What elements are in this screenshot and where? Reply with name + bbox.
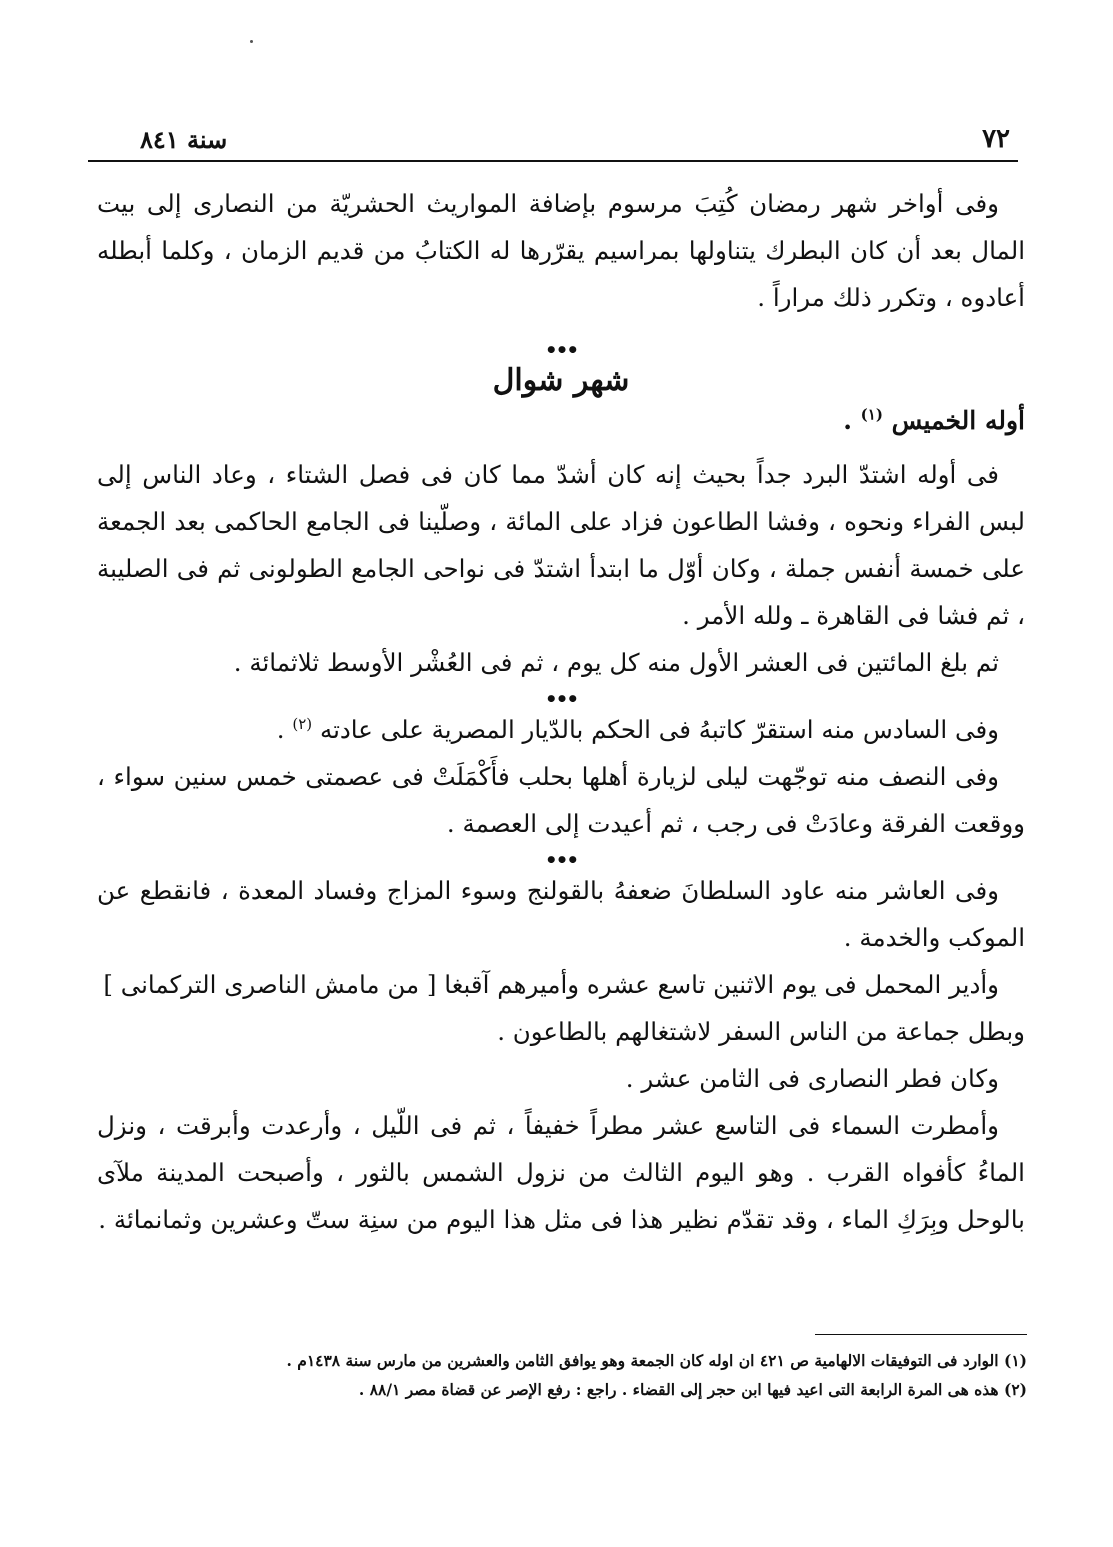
running-title-year: سنة ٨٤١: [140, 125, 228, 154]
page-number: ٧٢: [982, 124, 1010, 154]
scan-speck: [250, 40, 253, 43]
intro-paragraph: وفى أواخر شهر رمضان كُتِبَ مرسوم بإضافة المواريث الحشريّة من النصارى إلى بيت المال بعد أن كان البطرك يتناولها بمراسيم يقرّرها له الكتابُ من قديم الزمان ، وكلما أبطله أعادوه ، وتكرر ذلك مراراً .: [97, 189, 1025, 312]
paragraph-6: وأدير المحمل فى يوم الاثنين تاسع عشره وأميرهم آقبغا [ من مامش الناصرى التركمانى ]: [103, 970, 999, 999]
paragraph-7: وكان فطر النصارى فى الثامن عشر .: [625, 1064, 999, 1093]
day-line: [97, 401, 1025, 441]
paragraph-1: فى أوله اشتدّ البرد جداً بحيث إنه كان أشدّ مما كان فى فصل الشتاء ، وعاد الناس إلى لبس الفراء ونحوه ، وفشا الطاعون فزاد على المائة ، وصلّينا فى الجامع الحاكمى بعد الجمعة على خمسة أنفس جملة ، وكان أوّل ما ابتدأ اشتدّ فى نواحى الجامع الطولونى ثم فى الصليبة ، ثم فشا فى القاهرة ـ ولله الأمر .: [97, 460, 1025, 630]
day-line-text: أوله الخميس: [891, 406, 1025, 435]
paragraph-8: وأمطرت السماء فى التاسع عشر مطراً خفيفاً ، ثم فى اللّيل ، وأرعدت وأبرقت ، ونزل الماءُ كأفواه القرب . وهو اليوم الثالث من نزول الشمس بالثور ، وأصبحت المدينة ملآى بالوحل وبِرَكِ الماء ، وقد تقدّم نظير هذا فى مثل هذا اليوم من سنِة ستّ وعشرين وثمانمائة .: [97, 1111, 1025, 1234]
separator-2: •••: [544, 687, 578, 711]
footnote-rule: [815, 1334, 1027, 1335]
paragraph-2: ثم بلغ المائتين فى العشر الأول منه كل يوم ، ثم فى العُشْر الأوسط ثلاثمائة .: [233, 648, 999, 677]
paragraph-5: وفى العاشر منه عاود السلطانَ ضعفهُ بالقولنج وسوء المزاج وفساد المعدة ، فانقطع عن الموكب والخدمة .: [97, 876, 1025, 952]
footnotes: [95, 1346, 1027, 1404]
main-text: [97, 180, 1025, 1243]
footnote-marker-2: (٢): [292, 714, 313, 733]
day-line-end: .: [843, 406, 861, 435]
footnote-2: (٢) هذه هى المرة الرابعة التى اعيد فيها ابن حجر إلى القضاء . راجع : رفع الإصر عن قضاة مصر ٨٨/١ .: [358, 1380, 1027, 1399]
paragraph-6-continuation: وبطل جماعة من الناس السفر لاشتغالهم بالطاعون .: [497, 1017, 1025, 1046]
paragraph-3-end: .: [276, 715, 293, 744]
separator-3: •••: [544, 848, 578, 872]
paragraph-3: [97, 706, 1025, 753]
section-separator: •••: [544, 338, 578, 362]
page-header: [88, 116, 1018, 162]
paragraph-3-text: وفى السادس منه استقرّ كاتبهُ فى الحكم بالدّيار المصرية على عادته: [319, 715, 999, 744]
footnote-marker-1: (١): [860, 405, 883, 424]
section-title: شهر شوال: [492, 363, 630, 398]
footnote-1: (١) الوارد فى التوفيقات الالهامية ص ٤٢١ ان اوله كان الجمعة وهو يوافق الثامن والعشرين من مارس سنة ١٤٣٨م .: [286, 1351, 1027, 1370]
paragraph-4: وفى النصف منه توجّهت ليلى لزيارة أهلها بحلب فأَكْمَلَتْ فى عصمتى خمس سنين سواء ، ووقعت الفرقة وعادَتْ فى رجب ، ثم أعيدت إلى العصمة .: [97, 762, 1025, 838]
